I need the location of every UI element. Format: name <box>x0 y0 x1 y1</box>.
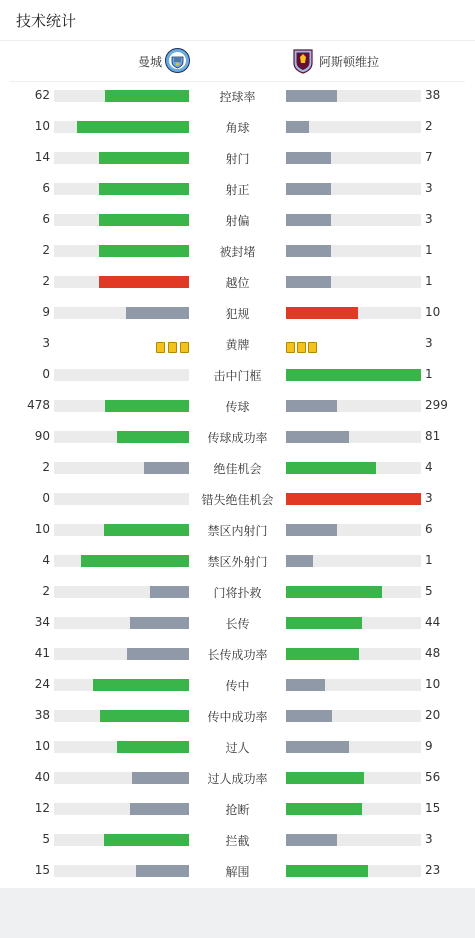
home-stat-bar-fill <box>104 834 189 846</box>
home-stat-value: 10 <box>34 739 50 753</box>
home-stat-bar-track <box>54 90 189 102</box>
away-stat-bar-track <box>286 121 421 133</box>
yellow-card-icon <box>308 342 317 353</box>
away-stat-bar-track <box>286 679 421 691</box>
home-stat-bar-track <box>54 493 189 505</box>
away-stat-bar-fill <box>286 803 362 815</box>
home-stat-bar-track <box>54 276 189 288</box>
home-team-name: 曼城 <box>137 55 162 69</box>
home-stat-bar-fill <box>144 462 189 474</box>
home-stat-bar-fill <box>105 400 189 412</box>
away-stat-value: 7 <box>425 150 433 164</box>
away-stat-bar-fill <box>286 865 368 877</box>
home-stat-bar-fill <box>136 865 189 877</box>
section-title: 技术统计 <box>16 12 77 30</box>
away-stat-bar-fill <box>286 741 349 753</box>
stat-row <box>0 391 475 422</box>
away-stat-value: 2 <box>425 119 433 133</box>
away-stat-bar-fill <box>286 834 337 846</box>
home-stat-value: 40 <box>34 770 50 784</box>
home-stat-bar-fill <box>132 772 189 784</box>
stat-label: 禁区内射门 <box>207 524 268 538</box>
stat-row <box>0 236 475 267</box>
home-stat-value: 5 <box>42 832 50 846</box>
away-stat-value: 81 <box>425 429 441 443</box>
away-stat-bar-fill <box>286 369 421 381</box>
home-stat-value: 9 <box>42 305 50 319</box>
away-stat-value: 6 <box>425 522 433 536</box>
home-stat-bar-fill <box>99 245 189 257</box>
stat-row <box>0 794 475 825</box>
stat-label: 禁区外射门 <box>207 555 268 569</box>
home-stat-bar-track <box>54 152 189 164</box>
home-stat-bar-track <box>54 245 189 257</box>
home-stat-value: 62 <box>34 88 50 102</box>
home-stat-value: 14 <box>34 150 50 164</box>
home-stat-bar-fill <box>99 152 189 164</box>
stat-row <box>0 670 475 701</box>
stat-row <box>0 701 475 732</box>
stat-label: 传球 <box>225 400 250 414</box>
home-stat-bar-fill <box>99 276 189 288</box>
away-stat-value: 44 <box>425 615 441 629</box>
home-stat-bar-track <box>54 555 189 567</box>
stat-label: 射正 <box>225 183 250 197</box>
stat-row <box>0 577 475 608</box>
away-stat-bar-track <box>286 493 421 505</box>
home-stat-value: 38 <box>34 708 50 722</box>
home-stat-bar-track <box>54 803 189 815</box>
away-stat-value: 10 <box>425 305 441 319</box>
away-stat-bar-track <box>286 245 421 257</box>
away-stat-value: 9 <box>425 739 433 753</box>
home-stat-bar-track <box>54 524 189 536</box>
home-stat-bar-track <box>54 617 189 629</box>
home-stat-bar-track <box>54 865 189 877</box>
away-stat-value: 3 <box>425 491 433 505</box>
stat-row <box>0 515 475 546</box>
away-stat-bar-fill <box>286 214 331 226</box>
away-stat-bar-track <box>286 834 421 846</box>
stat-label: 控球率 <box>219 90 256 104</box>
home-stat-bar-fill <box>130 803 189 815</box>
divider <box>0 40 475 41</box>
away-stat-value: 1 <box>425 274 433 288</box>
stat-label: 越位 <box>225 276 250 290</box>
home-stat-bar-fill <box>100 710 189 722</box>
home-stat-value: 0 <box>42 367 50 381</box>
away-yellow-cards <box>286 338 319 350</box>
home-stat-bar-fill <box>126 307 189 319</box>
stat-label: 门将扑救 <box>213 586 262 600</box>
away-stat-value: 1 <box>425 367 433 381</box>
away-stat-bar-track <box>286 865 421 877</box>
home-stat-bar-fill <box>127 648 189 660</box>
yellow-card-icon <box>297 342 306 353</box>
home-stat-bar-track <box>54 648 189 660</box>
home-stat-value: 24 <box>34 677 50 691</box>
away-stat-bar-track <box>286 400 421 412</box>
stat-label: 黄牌 <box>225 338 250 352</box>
away-stat-value: 3 <box>425 181 433 195</box>
stat-label: 射门 <box>225 152 250 166</box>
stat-label: 绝佳机会 <box>213 462 262 476</box>
away-stat-bar-fill <box>286 648 359 660</box>
home-team-crest-icon <box>165 48 190 73</box>
yellow-card-icon <box>286 342 295 353</box>
away-stat-value: 15 <box>425 801 441 815</box>
home-stat-bar-fill <box>99 214 189 226</box>
away-team-crest-icon <box>292 48 314 74</box>
home-stat-bar-track <box>54 772 189 784</box>
stat-label: 长传 <box>225 617 250 631</box>
home-stat-bar-track <box>54 586 189 598</box>
home-stat-bar-fill <box>130 617 189 629</box>
stat-row <box>0 825 475 856</box>
yellow-card-icon <box>180 342 189 353</box>
away-stat-bar-fill <box>286 276 331 288</box>
stat-label: 错失绝佳机会 <box>201 493 274 507</box>
away-stat-bar-fill <box>286 617 362 629</box>
away-stat-value: 4 <box>425 460 433 474</box>
home-stat-bar-fill <box>99 183 189 195</box>
home-stat-value: 10 <box>34 119 50 133</box>
home-stat-value: 2 <box>42 243 50 257</box>
home-stat-bar-track <box>54 121 189 133</box>
stat-label: 传球成功率 <box>207 431 268 445</box>
away-stat-bar-track <box>286 462 421 474</box>
home-stat-bar-track <box>54 741 189 753</box>
stat-label: 射偏 <box>225 214 250 228</box>
away-stat-value: 3 <box>425 336 433 350</box>
home-stat-value: 90 <box>34 429 50 443</box>
stat-label: 角球 <box>225 121 250 135</box>
home-stat-value: 41 <box>34 646 50 660</box>
away-stat-value: 1 <box>425 243 433 257</box>
yellow-card-icon <box>168 342 177 353</box>
away-stat-bar-track <box>286 369 421 381</box>
stat-row <box>0 298 475 329</box>
stat-row <box>0 143 475 174</box>
stat-label: 传中成功率 <box>207 710 268 724</box>
home-yellow-cards <box>153 338 189 350</box>
stat-row <box>0 484 475 515</box>
away-stat-bar-fill <box>286 462 376 474</box>
home-stat-value: 10 <box>34 522 50 536</box>
away-stat-value: 23 <box>425 863 441 877</box>
home-stat-bar-fill <box>150 586 189 598</box>
stat-label: 犯规 <box>225 307 250 321</box>
away-stat-bar-track <box>286 586 421 598</box>
away-team-name: 阿斯顿维拉 <box>319 55 380 69</box>
away-stat-bar-fill <box>286 679 325 691</box>
away-stat-bar-fill <box>286 121 309 133</box>
home-stat-bar-track <box>54 679 189 691</box>
away-stat-value: 3 <box>425 832 433 846</box>
away-stat-value: 299 <box>425 398 448 412</box>
away-stat-value: 20 <box>425 708 441 722</box>
away-stat-value: 38 <box>425 88 441 102</box>
stat-row <box>0 422 475 453</box>
away-stat-value: 48 <box>425 646 441 660</box>
home-stat-bar-track <box>54 400 189 412</box>
home-stat-value: 12 <box>34 801 50 815</box>
away-stat-bar-fill <box>286 555 313 567</box>
away-stat-bar-fill <box>286 710 332 722</box>
away-stat-bar-track <box>286 307 421 319</box>
stat-label: 击中门框 <box>213 369 262 383</box>
away-stat-bar-track <box>286 276 421 288</box>
home-stat-bar-track <box>54 214 189 226</box>
away-stat-bar-track <box>286 772 421 784</box>
away-stat-value: 1 <box>425 553 433 567</box>
stat-row <box>0 267 475 298</box>
stat-row <box>0 81 475 112</box>
stat-row <box>0 546 475 577</box>
away-stat-bar-fill <box>286 245 331 257</box>
stat-label: 长传成功率 <box>207 648 268 662</box>
away-stat-bar-fill <box>286 524 337 536</box>
away-stat-bar-fill <box>286 431 349 443</box>
away-stat-bar-track <box>286 710 421 722</box>
home-stat-bar-track <box>54 183 189 195</box>
away-stat-value: 5 <box>425 584 433 598</box>
home-stat-value: 6 <box>42 212 50 226</box>
home-stat-value: 478 <box>27 398 50 412</box>
stat-label: 过人 <box>225 741 250 755</box>
stat-row <box>0 639 475 670</box>
home-stat-value: 4 <box>42 553 50 567</box>
home-stat-value: 2 <box>42 460 50 474</box>
away-stat-bar-track <box>286 152 421 164</box>
away-stat-bar-track <box>286 648 421 660</box>
home-stat-value: 0 <box>42 491 50 505</box>
home-stat-value: 15 <box>34 863 50 877</box>
away-stat-bar-track <box>286 183 421 195</box>
away-stat-bar-track <box>286 555 421 567</box>
away-stat-bar-fill <box>286 307 358 319</box>
home-stat-bar-track <box>54 431 189 443</box>
away-stat-bar-track <box>286 431 421 443</box>
home-stat-bar-track <box>54 462 189 474</box>
stat-label: 被封堵 <box>219 245 256 259</box>
stat-row <box>0 174 475 205</box>
home-stat-bar-track <box>54 307 189 319</box>
stat-row <box>0 856 475 887</box>
away-stat-value: 3 <box>425 212 433 226</box>
away-stat-bar-track <box>286 90 421 102</box>
stat-label: 解围 <box>225 865 250 879</box>
stat-label: 过人成功率 <box>207 772 268 786</box>
stat-label: 拦截 <box>225 834 250 848</box>
stat-label: 抢断 <box>225 803 250 817</box>
stat-row <box>0 732 475 763</box>
away-stat-bar-fill <box>286 772 364 784</box>
away-stat-bar-fill <box>286 586 382 598</box>
home-stat-bar-track <box>54 369 189 381</box>
home-stat-bar-fill <box>77 121 189 133</box>
stat-row <box>0 763 475 794</box>
home-stat-bar-fill <box>93 679 189 691</box>
home-stat-value: 2 <box>42 584 50 598</box>
away-stat-bar-track <box>286 524 421 536</box>
away-stat-bar-fill <box>286 152 331 164</box>
stat-label: 传中 <box>225 679 250 693</box>
away-stat-bar-fill <box>286 90 337 102</box>
stat-row <box>0 112 475 143</box>
home-stat-bar-fill <box>117 431 189 443</box>
home-stat-bar-track <box>54 834 189 846</box>
away-stat-bar-fill <box>286 400 337 412</box>
home-stat-bar-track <box>54 710 189 722</box>
away-stat-bar-track <box>286 803 421 815</box>
away-stat-bar-fill <box>286 183 331 195</box>
stat-row <box>0 453 475 484</box>
home-stat-bar-fill <box>81 555 189 567</box>
home-stat-bar-fill <box>104 524 189 536</box>
away-stat-value: 56 <box>425 770 441 784</box>
home-stat-value: 34 <box>34 615 50 629</box>
away-stat-bar-track <box>286 617 421 629</box>
stat-row <box>0 608 475 639</box>
away-stat-bar-fill <box>286 493 421 505</box>
home-stat-value: 6 <box>42 181 50 195</box>
home-stat-bar-fill <box>117 741 189 753</box>
away-stat-bar-track <box>286 741 421 753</box>
home-stat-value: 2 <box>42 274 50 288</box>
away-stat-bar-track <box>286 214 421 226</box>
away-stat-value: 10 <box>425 677 441 691</box>
stat-row <box>0 360 475 391</box>
yellow-card-icon <box>156 342 165 353</box>
stat-row <box>0 205 475 236</box>
home-stat-bar-fill <box>105 90 189 102</box>
stat-row <box>0 329 475 360</box>
home-stat-value: 3 <box>42 336 50 350</box>
